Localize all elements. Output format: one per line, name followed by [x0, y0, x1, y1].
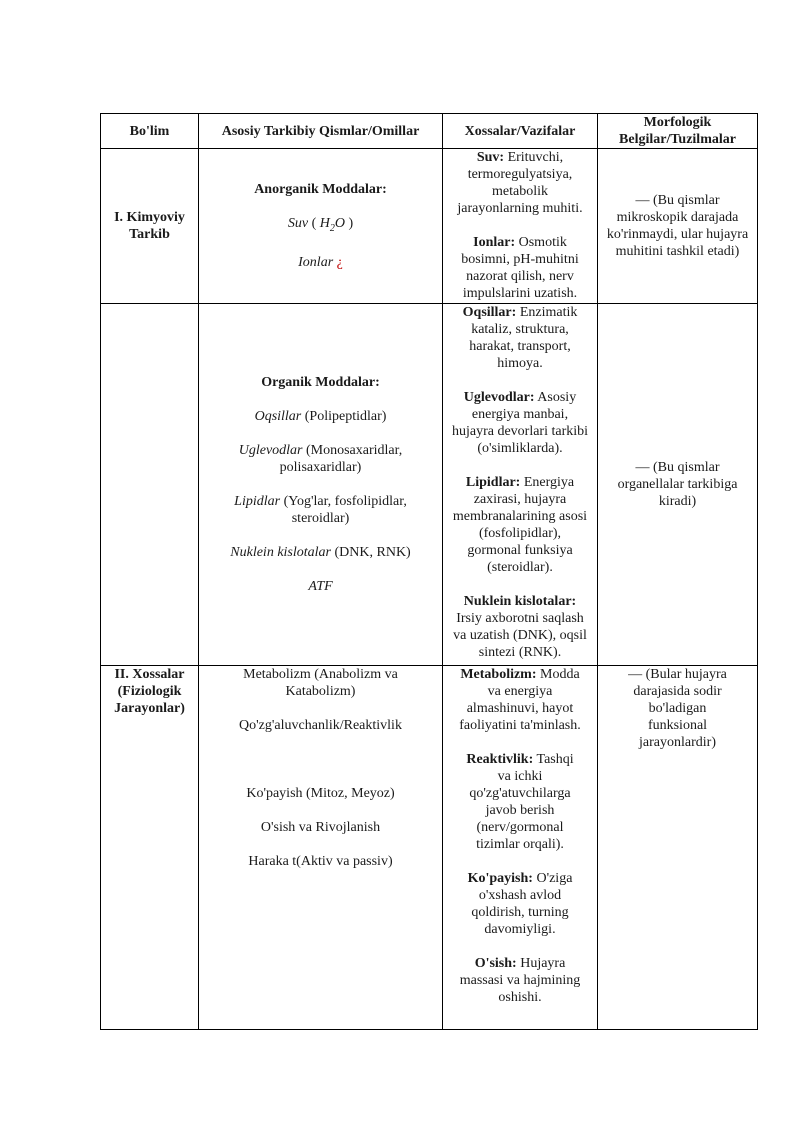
organic-heading: Organik Moddalar: [261, 375, 380, 390]
props-cell [443, 304, 598, 666]
organic-item: ATF [308, 579, 333, 594]
inorganic-cell [199, 149, 443, 304]
process-item: Haraka t(Aktiv va passiv) [248, 854, 393, 869]
organic-cell [199, 304, 443, 666]
header-properties: Xossalar/Vazifalar [443, 114, 598, 149]
prop-reproduction: Ko'payish: O'ziga o'xshash avlod qoldirish, turning davomiyligi. [467, 871, 573, 937]
header-row [101, 114, 758, 149]
morph-cell: — (Bu qismlar mikroskopik darajada ko'rinmaydi, ular hujayra muhitini tashkil etadi) [598, 149, 758, 304]
morph-cell: — (Bular hujayra darajasida sodir bo'ladigan funksional jarayonlardir) [598, 666, 758, 1030]
prop-carbs: Uglevodlar: Asosiy energiya manbai, hujayra devorlari tarkibi (o'simliklarda). [451, 390, 589, 456]
prop-water: Suv: Erituvchi, termoregulyatsiya, metabolik jarayonlarning muhiti. [457, 150, 583, 216]
morph-cell: — (Bu qismlar organellalar tarkibiga kiradi) [598, 304, 758, 666]
prop-proteins: Oqsillar: Enzimatik kataliz, struktura, harakat, transport, himoya. [462, 305, 578, 371]
prop-ions: Ionlar: Osmotik bosimni, pH-muhitni nazorat qilish, nerv impulslarini uzatish. [461, 235, 579, 301]
prop-growth: O'sish: Hujayra massasi va hajmining oshishi. [459, 956, 581, 1005]
section-empty [101, 304, 199, 666]
organic-item: Oqsillar (Polipeptidlar) [254, 409, 387, 424]
table-row [101, 149, 758, 304]
water-formula: Suv ( $H_2O$ ) [287, 216, 354, 234]
prop-nucleic: Nuklein kislotalar: Irsiy axborotni saqlash va uzatish (DNK), oqsil sintezi (RNK). [453, 594, 587, 660]
ions-item: Ionlar ¿ [298, 254, 343, 270]
process-item: Ko'payish (Mitoz, Meyoz) [246, 786, 395, 801]
props-cell [443, 666, 598, 1030]
biology-table [100, 113, 758, 1030]
header-components: Asosiy Tarkibiy Qismlar/Omillar [199, 114, 443, 149]
processes-cell [199, 666, 443, 1030]
table-row [101, 666, 758, 1030]
prop-metabolism: Metabolizm: Modda va energiya almashinuvi, hayot faoliyatini ta'minlash. [459, 667, 581, 733]
process-item: O'sish va Rivojlanish [260, 820, 381, 835]
header-morphology: Morfologik Belgilar/Tuzilmalar [598, 114, 758, 149]
inorganic-heading: Anorganik Moddalar: [254, 182, 387, 198]
prop-lipids: Lipidlar: Energiya zaxirasi, hujayra membranalarining asosi (fosfolipidlar), gormonal funksiya (steroidlar). [452, 475, 588, 575]
process-item: Qo'zg'aluvchanlik/Reaktivlik [239, 718, 402, 733]
organic-item: Nuklein kislotalar (DNK, RNK) [230, 545, 411, 560]
organic-item: Lipidlar (Yog'lar, fosfolipidlar, steroidlar) [234, 494, 407, 526]
organic-item: Uglevodlar (Monosaxaridlar, polisaxaridlar) [238, 443, 403, 475]
props-cell [443, 149, 598, 304]
prop-reactivity: Reaktivlik: Tashqi va ichki qo'zg'atuvchilarga javob berish (nerv/gormonal tizimlar orqali). [466, 752, 574, 852]
table-row [101, 304, 758, 666]
process-item: Metabolizm (Anabolizm va Katabolizm) [243, 667, 398, 699]
header-section: Bo'lim [101, 114, 199, 149]
section-chemical: I. Kimyoviy Tarkib [101, 149, 199, 304]
section-properties: II. Xossalar (Fiziologik Jarayonlar) [101, 666, 199, 1030]
